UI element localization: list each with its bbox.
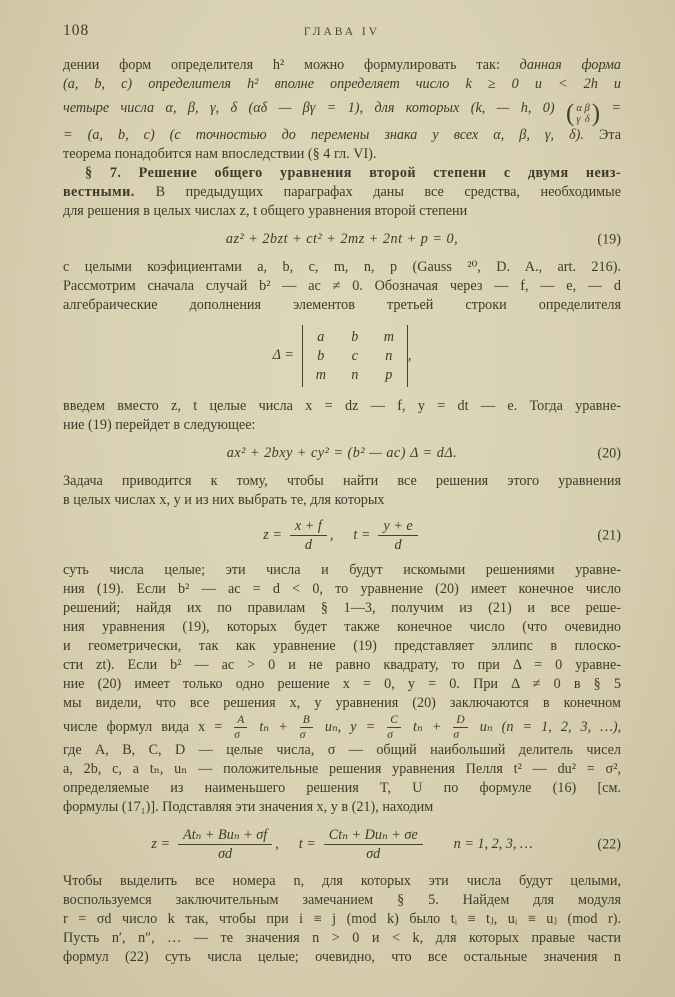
equation-number: (20) — [597, 445, 621, 461]
text-run: числе формул вида x = — [63, 719, 223, 735]
equation-number: (22) — [597, 836, 621, 853]
fraction-numerator: D — [453, 714, 467, 728]
section-heading-line — [63, 164, 621, 183]
text-line — [63, 397, 621, 416]
text-run: сти zt). Если b² — ac > 0 и не равно квадрату, то при Δ = 0 уравне- — [63, 657, 621, 673]
determinant-matrix — [302, 325, 408, 387]
text-run: ние (20) имеет только одно решение x = 0, y = 0. При Δ ≠ 0 в § 5 — [63, 676, 621, 692]
text-line — [63, 637, 621, 656]
text-run: воспользуемся заключительным замечанием § 5. Найдем для модуля — [63, 892, 621, 909]
text-line — [63, 872, 621, 891]
text-run: Рассмотрим сначала случай b² — ac ≠ 0. Обозначая через — f, — e, — d — [63, 278, 621, 294]
text-block — [63, 22, 621, 967]
fraction-denominator: σd — [218, 846, 233, 863]
matrix-cell: c — [351, 348, 358, 364]
text-run: с целыми коэфициентами a, b, c, m, n, p (Gauss ²⁰, D. A., art. 216). — [63, 259, 621, 275]
text-run: алгебраические дополнения элементов третьей строки определителя — [63, 297, 621, 313]
text-line — [63, 183, 621, 202]
formula-condition: n = 1, 2, 3, … — [453, 836, 533, 852]
text-line — [63, 416, 621, 435]
fraction-numerator: Atₙ + Buₙ + σf — [178, 827, 272, 845]
left-paren: ( — [565, 100, 575, 127]
fraction-numerator: x + f — [290, 518, 327, 536]
text-line — [63, 779, 621, 798]
fraction-numerator: C — [387, 714, 401, 728]
text-run: ние (19) перейдет в следующее: — [63, 417, 256, 433]
fraction-denominator: d — [394, 537, 402, 553]
paragraph — [63, 872, 621, 967]
matrix-row: α β — [576, 103, 590, 114]
text-line — [63, 56, 621, 75]
text-line — [63, 258, 621, 277]
text-line — [63, 599, 621, 618]
matrix-cell: n — [351, 367, 359, 383]
fraction-numerator: B — [300, 714, 313, 728]
paragraph — [63, 258, 621, 315]
text-run: где A, B, C, D — целые числа, σ — общий наибольший делитель чисел — [63, 742, 621, 759]
section-title: вестными. — [63, 184, 156, 200]
text-run: для решения в целых числах z, t общего уравнения второй степени — [63, 203, 468, 219]
text-run: и геометрически, так как уравнение (19) представляет эллипс в плоско- — [63, 638, 621, 654]
separator: , — [275, 836, 279, 852]
formula-19 — [63, 229, 621, 250]
formula-lhs: t = — [353, 526, 371, 543]
fraction — [324, 827, 423, 862]
formula-21 — [63, 518, 621, 553]
text-run: Задача приводится к тому, чтобы найти все решения этого уравнения — [63, 473, 621, 489]
formula-lhs: z = — [151, 836, 171, 852]
text-line — [63, 561, 621, 580]
formula-lhs: t = — [298, 836, 316, 852]
equation-number: (19) — [597, 231, 621, 247]
text-line — [63, 296, 621, 315]
matrix-cell: b — [317, 348, 325, 364]
text-line — [63, 948, 621, 967]
text-run: введем вместо z, t целые числа x = dz — f, y = dt — e. Тогда уравне- — [63, 398, 621, 414]
text-run-italic: tₙ + — [413, 719, 442, 735]
page-header — [63, 22, 621, 44]
text-run-italic: = — [600, 100, 621, 116]
text-run: суть числа целые; эти числа и будут искомыми решениями уравне- — [63, 562, 621, 578]
text-run: В предыдущих параграфах даны все средства, необходимые — [155, 184, 621, 200]
fraction — [178, 827, 272, 862]
text-line — [63, 618, 621, 637]
text-line — [63, 656, 621, 675]
fraction-denominator: d — [304, 537, 312, 553]
paragraph — [63, 56, 621, 164]
text-line — [63, 910, 621, 929]
text-run: формулы (17₁)]. Подставляя эти значения x, y в (21), находим — [63, 799, 434, 816]
fraction — [453, 714, 467, 741]
text-run: определяемые из наименьшего решения T, U по формуле (16) [см. — [63, 780, 621, 797]
matrix-row: γ δ — [576, 114, 590, 125]
text-run-italic: четыре числа α, β, γ, δ (αδ — βγ = 1), для которых (k, — h, 0) — [63, 100, 566, 116]
determinant-formula — [63, 325, 621, 387]
formula-body: ax² + 2bxy + cy² = (b² — ac) Δ = dΔ. — [226, 445, 458, 461]
matrix-cell: n — [385, 348, 393, 364]
formula-22 — [63, 827, 621, 862]
text-run: a, 2b, c, а tₙ, uₙ — положительные решения уравнения Пелля t² — du² = σ², — [63, 761, 621, 778]
text-run-italic: uₙ (n = 1, 2, 3, …), — [479, 719, 622, 735]
running-head: ГЛАВА IV — [303, 26, 381, 38]
text-line — [63, 891, 621, 910]
text-line — [63, 580, 621, 599]
text-run: формул (22) суть числа целые; очевидно, что все остальные значения n — [63, 949, 621, 966]
paragraph — [63, 397, 621, 435]
section-title: § 7. Решение общего уравнения второй степени с двумя неиз- — [85, 165, 621, 181]
text-line — [63, 94, 621, 126]
text-line — [63, 472, 621, 491]
text-run: теорема понадобится нам впоследствии (§ 4 гл. VI). — [63, 146, 377, 162]
fraction-denominator: σ — [299, 729, 306, 742]
matrix-cell: b — [351, 329, 359, 345]
fraction-denominator: σ — [453, 729, 460, 742]
text-line — [63, 202, 621, 221]
matrix-cell: p — [385, 367, 393, 383]
matrix-2x2-cells — [574, 103, 591, 125]
text-run: Пусть n′, n″, … — те значения n > 0 и < k, для которых правые части — [63, 930, 621, 947]
text-run: Эта — [598, 127, 621, 143]
text-line — [63, 126, 621, 145]
fraction-numerator: Ctₙ + Duₙ + σe — [324, 827, 423, 845]
paragraph-section-7 — [63, 164, 621, 221]
text-run-italic: данная форма — [519, 57, 621, 73]
text-run: ния (19). Если b² — ac = d < 0, то уравнение (20) имеет конечное число — [63, 581, 621, 597]
fraction — [378, 518, 417, 553]
matrix-cell: m — [315, 367, 326, 383]
determinant-tail: , — [407, 347, 412, 364]
fraction — [300, 714, 313, 741]
formula-20 — [63, 443, 621, 464]
text-run: мы видели, что все решения x, y уравнения (20) заключаются в конечном — [63, 695, 621, 711]
text-run-italic: = (a, b, c) (с точностью до перемены знака у всех α, β, γ, δ). — [63, 127, 599, 143]
text-run: ния уравнения (19), которых будет также конечное число (что очевидно — [63, 619, 621, 635]
fraction — [234, 714, 247, 741]
text-run: Чтобы выделить все номера n, для которых эти числа будут целыми, — [63, 873, 621, 890]
page-number: 108 — [63, 22, 90, 39]
formula-lhs: z = — [263, 526, 282, 543]
matrix-2x2 — [566, 102, 600, 126]
formula-body: az² + 2bzt + ct² + 2mz + 2nt + p = 0, — [225, 231, 459, 247]
paragraph — [63, 472, 621, 510]
paragraph — [63, 561, 621, 817]
fraction-denominator: σd — [366, 846, 381, 863]
text-run: дении форм определителя h² можно формулировать так: — [63, 57, 520, 73]
right-paren: ) — [591, 100, 601, 127]
text-line — [63, 694, 621, 713]
text-line — [63, 75, 621, 94]
equation-number: (21) — [597, 527, 621, 543]
determinant-lhs: Δ = — [272, 347, 294, 364]
text-run: решений; найдя их по правилам § 1—3, получим из (21) и все реше- — [63, 600, 621, 616]
text-run-italic: uₙ, y = — [324, 719, 376, 735]
text-line — [63, 929, 621, 948]
fraction-denominator: σ — [234, 729, 240, 742]
matrix-cell: a — [317, 329, 325, 345]
fraction — [290, 518, 327, 553]
text-run: в целых числах x, y и из них выбрать те, для которых — [63, 492, 385, 508]
separator: , — [329, 526, 334, 543]
text-line-with-fractions — [63, 713, 621, 741]
text-run-italic: tₙ + — [259, 719, 288, 735]
text-line — [63, 145, 621, 164]
fraction — [387, 714, 401, 741]
text-run: r = σd число k так, чтобы при i ≡ j (mod k) было tᵢ ≡ tⱼ, uᵢ ≡ uⱼ (mod r). — [63, 911, 621, 928]
fraction-denominator: σ — [387, 729, 393, 742]
text-line — [63, 675, 621, 694]
text-line — [63, 741, 621, 760]
matrix-cell: m — [383, 329, 394, 345]
fraction-numerator: A — [234, 714, 247, 728]
text-line — [63, 277, 621, 296]
text-run-italic: (a, b, c) определителя h² вполне определяет число k ≥ 0 и < 2h и — [63, 76, 621, 92]
text-line — [63, 760, 621, 779]
text-line — [63, 491, 621, 510]
text-line — [63, 798, 621, 817]
fraction-numerator: y + e — [378, 518, 417, 536]
